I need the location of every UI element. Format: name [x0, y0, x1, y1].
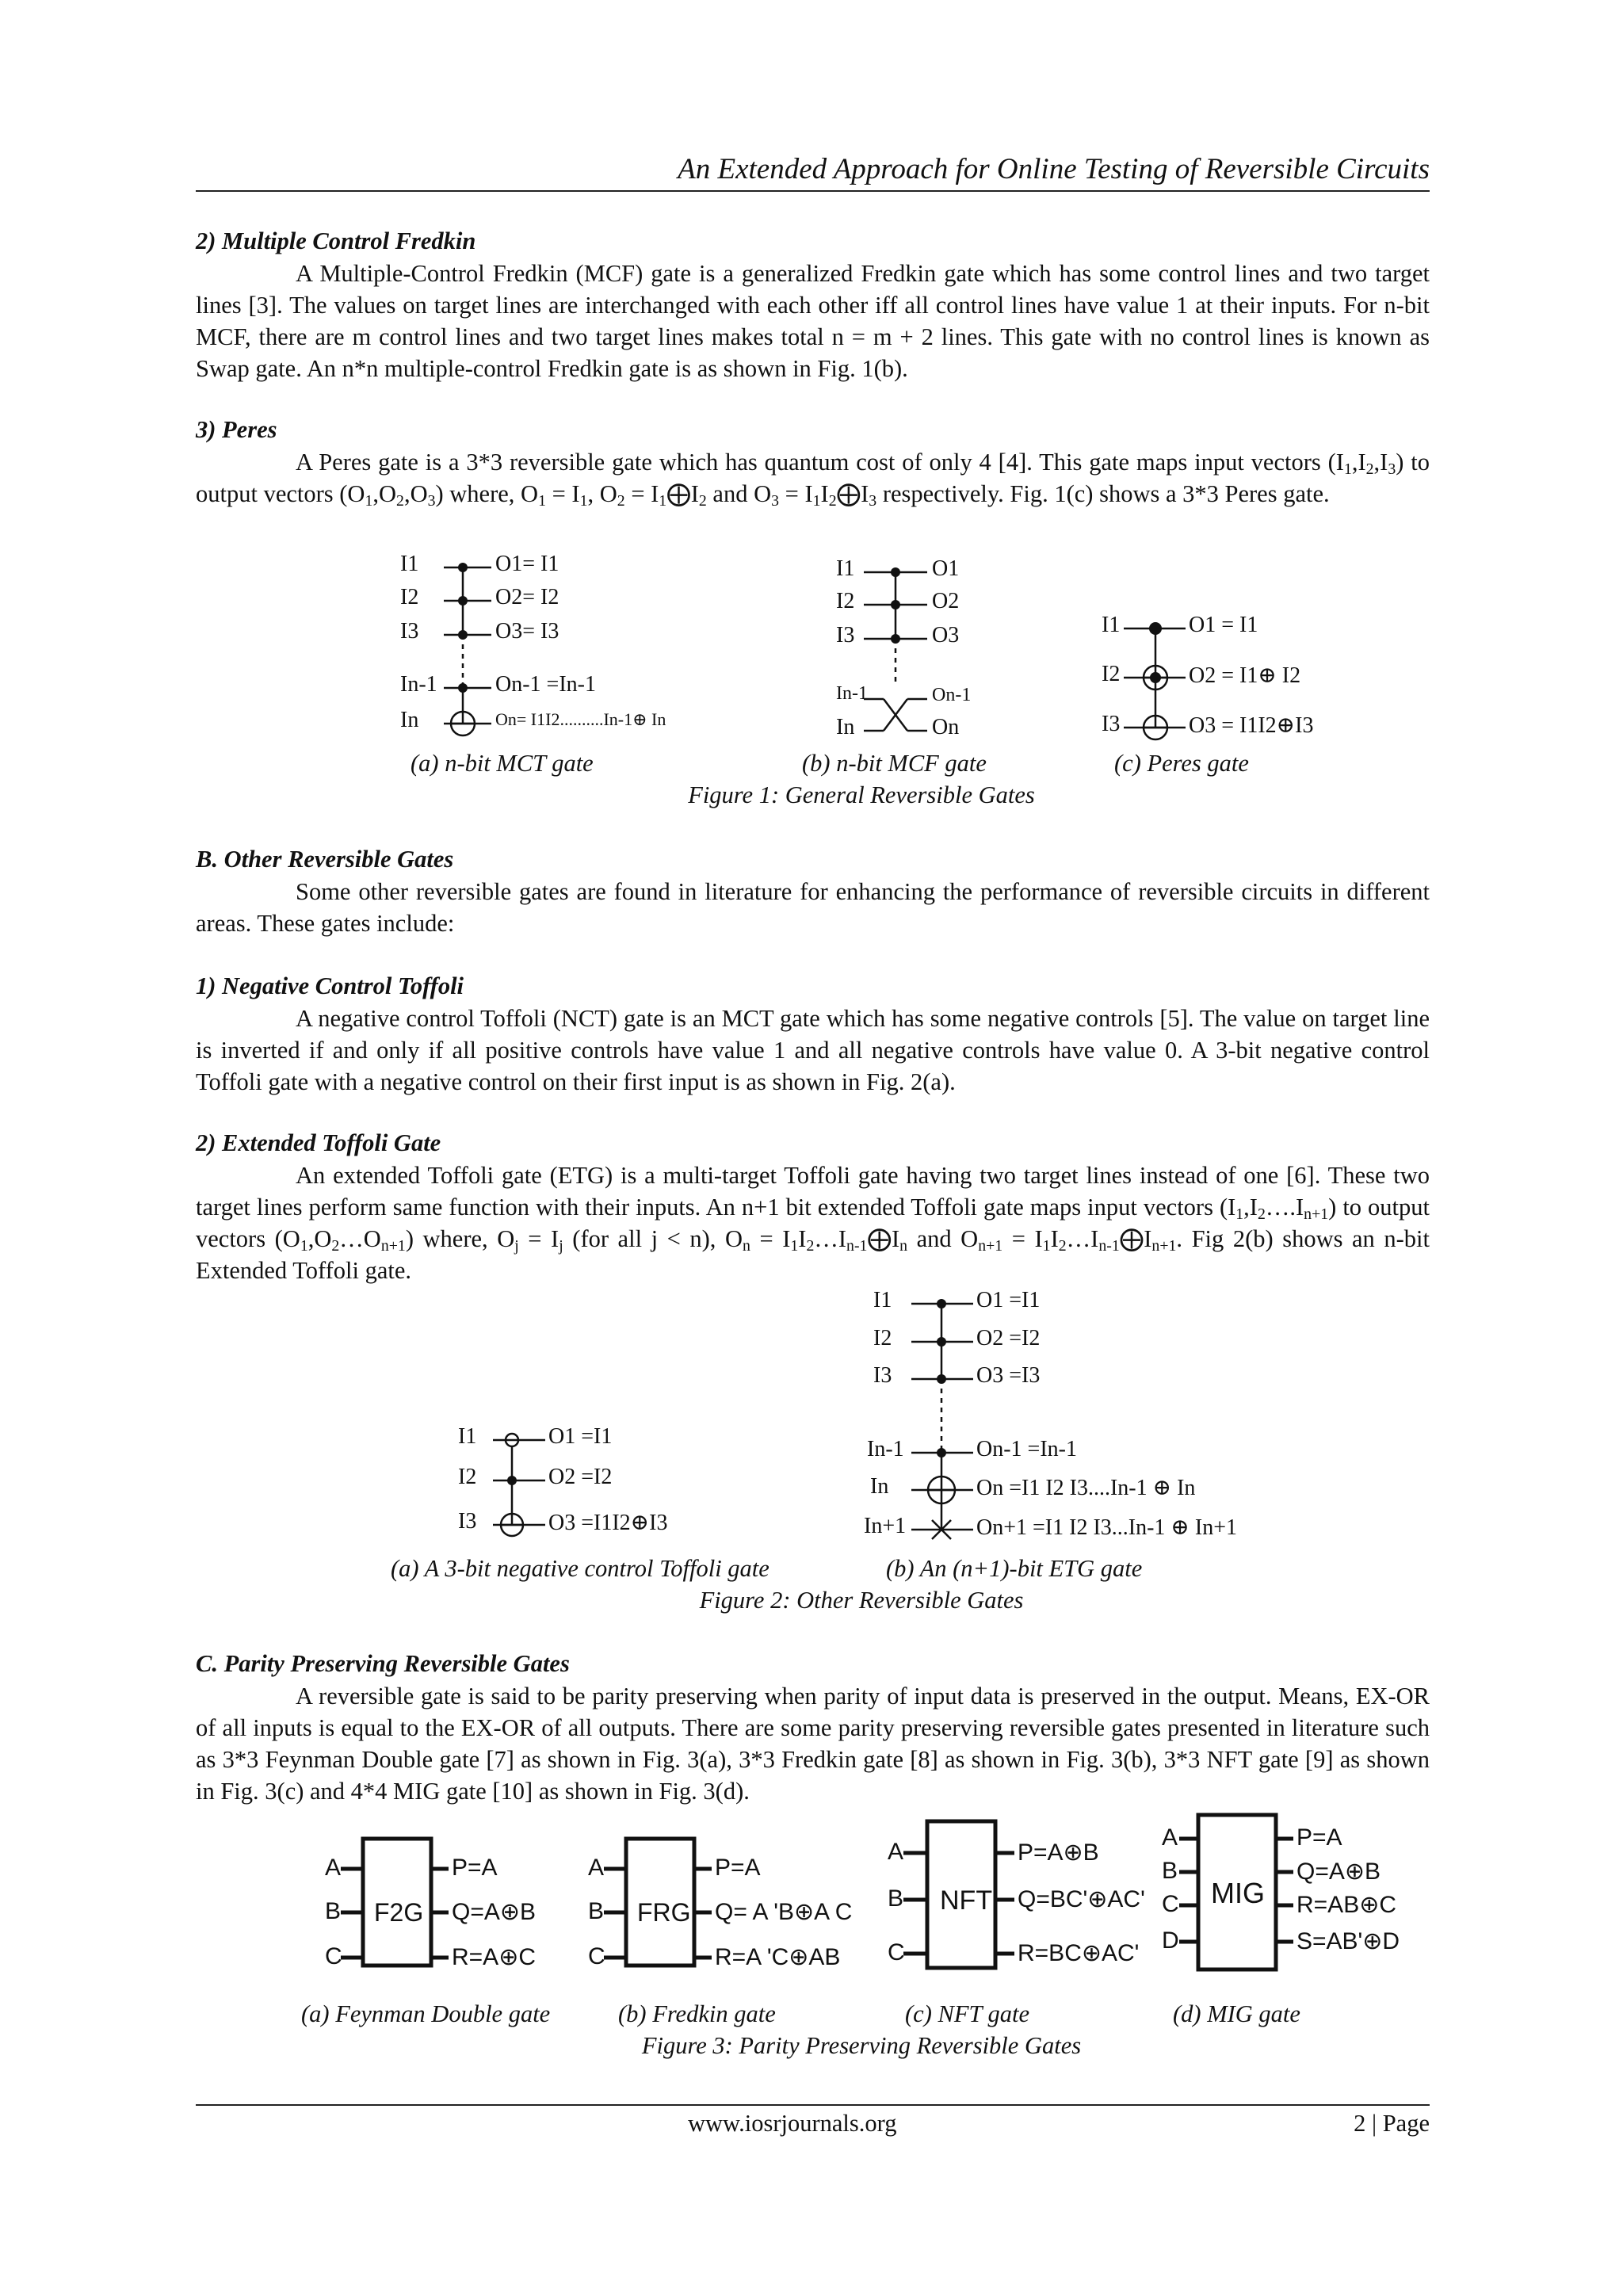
fig1a-output: On= I1I2..........In-1⊕ In	[495, 709, 666, 729]
fig1a-output: On-1 =In-1	[495, 672, 596, 697]
fig3d-output: S=AB'⊕D	[1296, 1928, 1400, 1954]
fig3d-input: B	[1162, 1858, 1178, 1884]
fig3d-input: A	[1162, 1824, 1178, 1851]
fig3d-input: D	[1162, 1927, 1179, 1954]
fig2b-output: O2 =I2	[976, 1326, 1041, 1350]
figure-3-labels	[0, 1807, 1623, 1997]
fig3c-input: B	[888, 1885, 904, 1912]
fig1b-input: I3	[836, 623, 855, 648]
fig3b-input: B	[588, 1898, 605, 1924]
fig3a-gate-name: F2G	[374, 1898, 424, 1927]
paragraph-peres: A Peres gate is a 3*3 reversible gate which has quantum cost of only 4 [4]. This gate maps input vectors $(I_1,I_2,I_3)$ to output vectors $(O_1,O_2,O_3)$ where, $O_1 = I_1$, $O_2$ = $I_1⨁I_2$ and $O_3$ = $I_1I_2⨁I_3$ respectively. Fig. 1(c) shows a 3*3 Peres gate.	[196, 449, 1430, 510]
fig1-title: Figure 1: General Reversible Gates	[688, 781, 1035, 808]
fig2a-input: I2	[458, 1465, 477, 1489]
fig1b-input: I1	[836, 556, 855, 581]
fig3a-output: R=A⊕C	[452, 1944, 536, 1970]
fig1a-input: I3	[400, 619, 419, 644]
fig2b-output: On+1 =I1 I2 I3...In-1 ⊕ In+1	[976, 1515, 1237, 1540]
fig1b-output: O2	[932, 589, 960, 613]
fig1a-output: O1= I1	[495, 552, 559, 576]
fig3b-gate-name: FRG	[637, 1898, 691, 1927]
fig1c-input: I3	[1102, 712, 1121, 736]
fig3c-output: R=BC⊕AC'	[1018, 1940, 1140, 1966]
fig2b-input: I1	[873, 1288, 892, 1312]
fig2-caption-a: (a) A 3-bit negative control Toffoli gate	[391, 1555, 769, 1582]
paragraph-other: Some other reversible gates are found in literature for enhancing the performance of reversible circuits in different areas. These gates include:	[196, 878, 1430, 937]
fig3c-gate-name: NFT	[940, 1885, 993, 1916]
footer-site: www.iosrjournals.org	[688, 2110, 897, 2137]
fig1c-input: I2	[1102, 662, 1121, 686]
paragraph-etg: An extended Toffoli gate (ETG) is a multi-target Toffoli gate having two target lines instead of one [6]. These two target lines perform same function with their inputs. An n+1 bit extended Toffoli gate maps input vectors $(I_1,I_2\dots.I_{n+1})$ to output vectors $(O_1,O_2\dots O_{n+1})$ where, $O_j = I_j$ (for all j < n), $O_n$ = $I_1I_2\dots I_{n-1}⨁I_n$ and $O_{n+1}$ = $I_1I_2\dots I_{n-1}⨁I_{n+1}$. Fig 2(b) shows an n-bit Extended Toffoli gate.	[196, 1162, 1430, 1284]
fig2a-output: O1 =I1	[548, 1424, 613, 1449]
fig2b-output: On-1 =In-1	[976, 1437, 1077, 1461]
header-rule	[196, 190, 1430, 192]
fig2b-output: O1 =I1	[976, 1288, 1041, 1312]
fig3-title: Figure 3: Parity Preserving Reversible Gates	[641, 2032, 1082, 2059]
fig1-caption-a: (a) n-bit MCT gate	[411, 750, 594, 777]
fig1a-output: O2= I2	[495, 585, 559, 609]
fig2a-input: I1	[458, 1424, 477, 1449]
section-heading-mcf: 2) Multiple Control Fredkin	[196, 227, 476, 254]
section-heading-peres: 3) Peres	[196, 416, 277, 443]
fig1c-output: O2 = I1⊕ I2	[1189, 663, 1301, 688]
fig2b-output: On =I1 I2 I3....In-1 ⊕ In	[976, 1476, 1196, 1500]
paragraph-nct: A negative control Toffoli (NCT) gate is an MCT gate which has some negative controls [5]. The value on target line is inverted if and only if all positive controls have value 1 and all negative controls have value 0. A 3-bit negative control Toffoli gate with a negative control on their first input is as shown in Fig. 2(a).	[196, 1005, 1430, 1095]
fig2a-output: O3 =I1I2⊕I3	[548, 1511, 668, 1535]
fig3d-output: Q=A⊕B	[1296, 1859, 1381, 1885]
fig1a-input: In-1	[400, 672, 437, 697]
fig3-caption-a: (a) Feynman Double gate	[301, 2000, 551, 2027]
fig1b-output: O3	[932, 623, 960, 648]
section-heading-etg: 2) Extended Toffoli Gate	[196, 1129, 441, 1156]
fig3b-output: Q= A 'B⊕A C	[715, 1899, 853, 1925]
fig1b-output: On	[932, 715, 960, 739]
fig1b-input: I2	[836, 589, 855, 613]
fig3a-output: Q=A⊕B	[452, 1899, 537, 1925]
paragraph-parity: A reversible gate is said to be parity preserving when parity of input data is preserved in the output. Means, EX-OR of all inputs is equal to the EX-OR of all outputs. There are some parity preserving reversible gates presented in literature such as 3*3 Feynman Double gate [7] as shown in Fig. 3(a), 3*3 Fredkin gate [8] as shown in Fig. 3(b), 3*3 NFT gate [9] as shown in Fig. 3(c) and 4*4 MIG gate [10] as shown in Fig. 3(d).	[196, 1683, 1430, 1805]
fig3a-input: B	[325, 1898, 342, 1924]
section-heading-other: B. Other Reversible Gates	[196, 846, 454, 873]
fig1-caption-c: (c) Peres gate	[1114, 750, 1249, 777]
paragraph-mcf: A Multiple-Control Fredkin (MCF) gate is a generalized Fredkin gate which has some control lines and two target lines [3]. The values on target lines are interchanged with each other iff all control lines have value 1 at their inputs. For n-bit MCF, there are m control lines and two target lines makes total n = m + 2 lines. This gate with no control lines is known as Swap gate. An n*n multiple-control Fredkin gate is as shown in Fig. 1(b).	[196, 260, 1430, 382]
section-heading-nct: 1) Negative Control Toffoli	[196, 972, 464, 999]
fig3b-output: R=A 'C⊕AB	[715, 1944, 841, 1970]
fig2a-output: O2 =I2	[548, 1465, 613, 1489]
fig3d-output: P=A	[1296, 1824, 1342, 1851]
fig2-title: Figure 2: Other Reversible Gates	[699, 1587, 1024, 1614]
fig3a-output: P=A	[452, 1855, 498, 1881]
figure-2-labels	[0, 1284, 1623, 1545]
fig3a-input: A	[325, 1855, 342, 1881]
footer-rule	[196, 2104, 1430, 2106]
fig1b-output: On-1	[932, 685, 972, 705]
fig3d-output: R=AB⊕C	[1296, 1892, 1397, 1918]
figure-1-labels	[0, 539, 1623, 753]
running-header: An Extended Approach for Online Testing of Reversible Circuits	[678, 153, 1430, 185]
fig3c-output: P=A⊕B	[1018, 1839, 1099, 1866]
fig3-caption-b: (b) Fredkin gate	[618, 2000, 776, 2027]
fig2a-input: I3	[458, 1509, 477, 1534]
page-number: 2 | Page	[1354, 2110, 1430, 2137]
fig2b-input: I3	[873, 1363, 892, 1388]
fig3b-input: A	[588, 1855, 605, 1881]
fig3-caption-c: (c) NFT gate	[905, 2000, 1029, 2027]
fig2b-input: In	[870, 1474, 889, 1499]
fig2b-output: O3 =I3	[976, 1363, 1041, 1388]
fig3-caption-d: (d) MIG gate	[1173, 2000, 1300, 2027]
fig1a-input: In	[400, 708, 419, 732]
fig3b-input: C	[588, 1943, 605, 1969]
fig2b-input: In-1	[867, 1437, 904, 1461]
fig3b-output: P=A	[715, 1855, 761, 1881]
fig3c-input: A	[888, 1839, 904, 1865]
fig2b-input: In+1	[864, 1514, 907, 1538]
fig1c-output: O1 = I1	[1189, 613, 1258, 637]
fig1c-output: O3 = I1I2⊕I3	[1189, 713, 1314, 738]
fig1b-input: In	[836, 715, 855, 739]
fig2-caption-b: (b) An (n+1)-bit ETG gate	[886, 1555, 1143, 1582]
fig1b-input: In-1	[836, 683, 868, 704]
fig1b-output: O1	[932, 556, 960, 581]
fig1c-input: I1	[1102, 613, 1121, 637]
fig3a-input: C	[325, 1943, 342, 1969]
fig1-caption-b: (b) n-bit MCF gate	[802, 750, 987, 777]
fig1a-output: O3= I3	[495, 619, 559, 644]
fig3d-gate-name: MIG	[1211, 1877, 1265, 1909]
fig1a-input: I1	[400, 552, 419, 576]
fig3c-output: Q=BC'⊕AC'	[1018, 1886, 1145, 1912]
fig2b-input: I2	[873, 1326, 892, 1350]
fig3c-input: C	[888, 1939, 905, 1966]
fig3d-input: C	[1162, 1891, 1179, 1917]
section-heading-parity: C. Parity Preserving Reversible Gates	[196, 1650, 570, 1677]
fig1a-input: I2	[400, 585, 419, 609]
